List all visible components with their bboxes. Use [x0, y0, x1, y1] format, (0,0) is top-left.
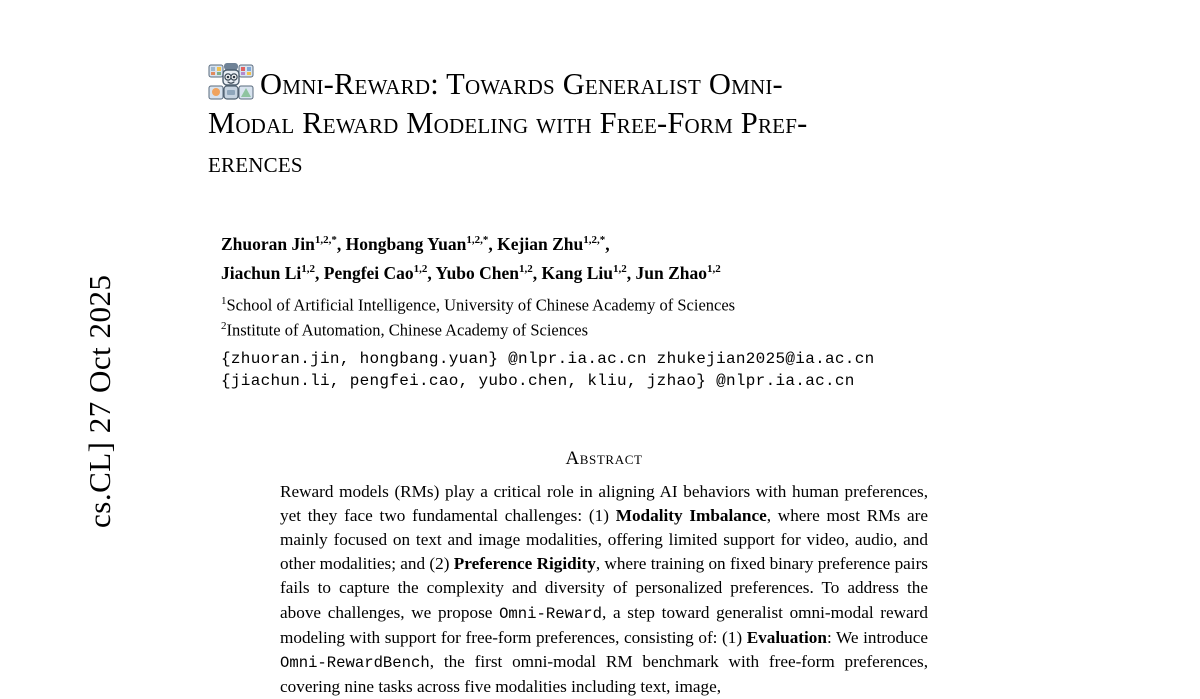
- page-title: [208, 62, 1000, 182]
- affiliation-marker: 2: [221, 319, 227, 332]
- paper-content: [208, 0, 1000, 699]
- author-affil-marker: 1,2: [519, 262, 533, 275]
- author-name: Yubo Chen: [435, 262, 520, 283]
- abstract-run: , the first omni-modal RM benchmark with free-form preferences, covering nine tasks across five modalities including text, image,: [280, 652, 928, 697]
- title-line-1: [208, 62, 1000, 104]
- abstract-run: , where training on fixed binary preference pairs fails to capture the complexity and diversity of personalized preferences. To address the above challenges, we propose: [280, 554, 928, 622]
- affiliation-marker: 1: [221, 294, 227, 307]
- author-separator: ,: [605, 233, 610, 254]
- author-separator: ,: [488, 233, 498, 254]
- author-name: Kang Liu: [541, 262, 614, 283]
- author-name: Jiachun Li: [221, 262, 302, 283]
- author-separator: ,: [427, 262, 436, 283]
- author-name: Jun Zhao: [635, 262, 708, 283]
- author-affil-marker: 1,2: [301, 262, 315, 275]
- author-line-2: [221, 257, 1000, 286]
- author-name: Zhuoran Jin: [221, 233, 315, 254]
- author-affil-marker: 1,2: [707, 262, 721, 275]
- author-name: Hongbang Yuan: [345, 233, 467, 254]
- author-affil-marker: 1,2: [413, 262, 428, 275]
- abstract-run-bold: Evaluation: [746, 627, 827, 647]
- abstract-run: , a step toward generalist omni-modal reward modeling with support for free-form preferences, consisting of: (1): [280, 602, 928, 647]
- abstract-run: : We introduce: [826, 627, 928, 647]
- email-list: [221, 348, 1000, 392]
- author-separator: ,: [336, 233, 346, 254]
- affiliation-text: Institute of Automation, Chinese Academy of Sciences: [226, 320, 589, 340]
- affiliation-text: School of Artificial Intelligence, University of Chinese Academy of Sciences: [226, 295, 736, 315]
- abstract-run: Reward models (RMs) play a critical role in aligning AI behaviors with human preferences, yet they face two fundamental challenges: (1): [280, 481, 928, 525]
- author-list: [221, 228, 1000, 286]
- author-separator: ,: [315, 262, 324, 283]
- abstract-run-bold: Modality Imbalance: [615, 505, 767, 525]
- author-affil-marker: 1,2: [613, 262, 627, 275]
- affiliation-item: [221, 291, 1000, 316]
- author-line-1: [221, 228, 1000, 257]
- abstract-paragraph: [280, 480, 928, 699]
- abstract-body: [280, 480, 928, 699]
- author-affil-marker: 1,2,*: [583, 234, 606, 246]
- email-line: {jiachun.li, pengfei.cao, yubo.chen, kliu, jzhao} @nlpr.ia.ac.cn: [221, 371, 855, 390]
- author-separator: ,: [626, 262, 636, 283]
- arxiv-stamp: [0, 0, 120, 648]
- abstract-run: , where most RMs are mainly focused on text and image modalities, offering limited support for video, audio, and other modalities; and (2): [280, 505, 928, 574]
- author-name: Pengfei Cao: [323, 262, 414, 283]
- author-affil-marker: 1,2,*: [466, 234, 489, 246]
- arxiv-stamp-text: cs.CL] 27 Oct 2025: [82, 274, 117, 528]
- affiliation-list: [221, 291, 1000, 341]
- title-text-line-1: Omni-Reward: Towards Generalist Omni-: [260, 67, 783, 101]
- abstract-run-bold: Preference Rigidity: [453, 554, 596, 574]
- abstract-run-mono: Omni-RewardBench: [280, 654, 430, 673]
- author-affil-marker: 1,2,*: [314, 234, 337, 246]
- email-line: {zhuoran.jin, hongbang.yuan} @nlpr.ia.ac.cn zhukejian2025@ia.ac.cn: [221, 349, 875, 368]
- abstract-heading: Abstract: [565, 447, 643, 469]
- title-line-2: Modal Reward Modeling with Free-Form Pref-: [208, 106, 808, 140]
- author-name: Kejian Zhu: [497, 233, 584, 254]
- robot-mascot-icon: [208, 62, 254, 102]
- title-line-3: erences: [208, 145, 303, 179]
- author-separator: ,: [532, 262, 542, 283]
- abstract-run-mono: Omni-Reward: [499, 604, 603, 623]
- affiliation-item: [221, 316, 1000, 341]
